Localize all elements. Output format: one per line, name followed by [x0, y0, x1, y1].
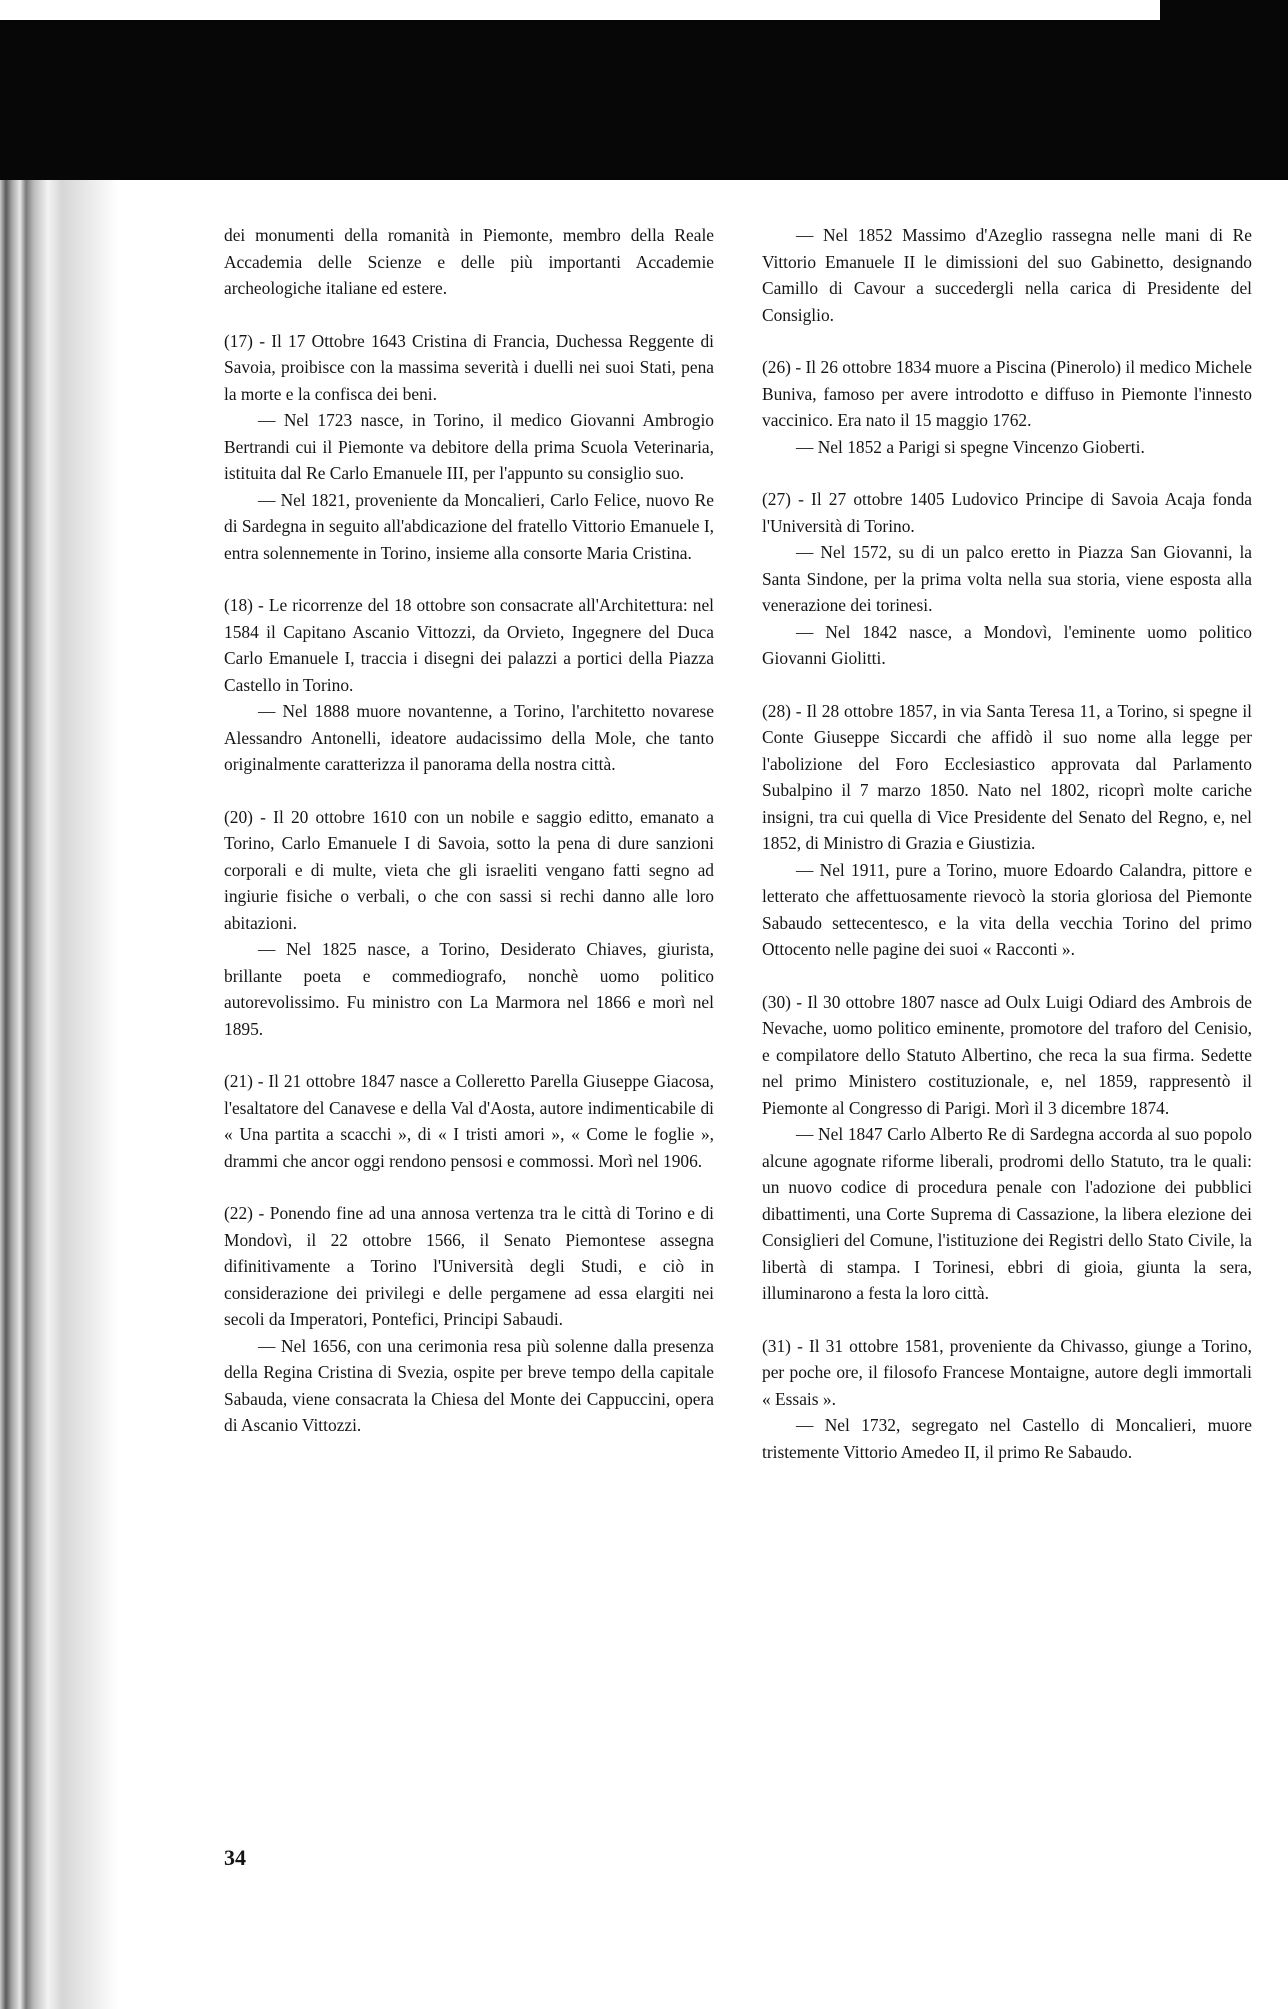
- entry-27: (27) - Il 27 ottobre 1405 Ludovico Principe di Savoia Acaja fonda l'Università di Torino.: [762, 489, 1252, 536]
- left-text-column: [224, 222, 714, 1439]
- entry-20: (20) - Il 20 ottobre 1610 con un nobile e saggio editto, emanato a Torino, Carlo Emanuele I di Savoia, sotto la pena di dure sanzioni corporali e di multe, vieta che gli israeliti vengano fatti segno ad ingiurie fisiche o verbali, o che con sassi si rechi danno alle loro abitazioni.: [224, 806, 714, 933]
- entry-1852-azeglio: — Nel 1852 Massimo d'Azeglio rassegna nelle mani di Re Vittorio Emanuele II le dimissioni del suo Gabinetto, designando Camillo di Cavour a succedergli nella carica di Presidente del Consiglio.: [762, 225, 1252, 325]
- entry-18-1888: — Nel 1888 muore novantenne, a Torino, l'architetto novarese Alessandro Antonelli, ideatore audacissimo della Mole, che tanto originalmente caratterizza il panorama della nostra città.: [224, 701, 714, 774]
- entry-28: (28) - Il 28 ottobre 1857, in via Santa Teresa 11, a Torino, si spegne il Conte Giuseppe Siccardi che affidò il suo nome alla legge per l'abolizione del Foro Ecclesiastico approvata dal Parlamento Subalpino il 7 marzo 1850. Nato nel 1802, ricoprì molte cariche insigni, tra cui quella di Vice Presidente del Senato del Regno, e, nel 1852, di Ministro di Grazia e Giustizia.: [762, 700, 1252, 853]
- book-page-edges: [0, 180, 118, 2009]
- entry-31-1732: — Nel 1732, segregato nel Castello di Moncalieri, muore tristemente Vittorio Amedeo II, il primo Re Sabaudo.: [762, 1415, 1252, 1462]
- scan-corner-notch: [1160, 0, 1288, 20]
- entry-18: (18) - Le ricorrenze del 18 ottobre son consacrate all'Architettura: nel 1584 il Capitano Ascanio Vittozzi, da Orvieto, Ingegnere del Duca Carlo Emanuele I, traccia i disegni dei palazzi a portici della Piazza Castello in Torino.: [224, 595, 714, 695]
- entry-22: (22) - Ponendo fine ad una annosa vertenza tra le città di Torino e di Mondovì, il 22 ottobre 1566, il Senato Piemontese assegna difinitivamente a Torino l'Università degli Studi, e ciò in considerazione dei privilegi e delle pergamene ad essa elargiti nei secoli da Imperatori, Pontefici, Principi Sabaudi.: [224, 1203, 714, 1329]
- entry-27-1572: — Nel 1572, su di un palco eretto in Piazza San Giovanni, la Santa Sindone, per la prima volta nella sua storia, viene esposta alla venerazione dei torinesi.: [762, 542, 1252, 615]
- entry-30: (30) - Il 30 ottobre 1807 nasce ad Oulx Luigi Odiard des Ambrois de Nevache, uomo politico eminente, promotore del traforo del Cenisio, e compilatore dello Statuto Albertino, che reca la sua firma. Sedette nel primo Ministero costituzionale, e, nel 1859, rappresentò il Piemonte al Congresso di Parigi. Morì il 3 dicembre 1874.: [762, 991, 1252, 1118]
- entry-21: (21) - Il 21 ottobre 1847 nasce a Colleretto Parella Giuseppe Giacosa, l'esaltatore del Canavese e della Val d'Aosta, autore indimenticabile di « Una partita a scacchi », di « I tristi amori », « Come le foglie », drammi che ancor oggi rendono pensosi e commossi. Morì nel 1906.: [224, 1071, 714, 1171]
- entry-22-1656: — Nel 1656, con una cerimonia resa più solenne dalla presenza della Regina Cristina di Svezia, ospite per breve tempo della capitale Sabauda, viene consacrata la Chiesa del Monte dei Cappuccini, opera di Ascanio Vittozzi.: [224, 1335, 714, 1435]
- page-number: 34: [224, 1845, 246, 1870]
- entry-17: (17) - Il 17 Ottobre 1643 Cristina di Francia, Duchessa Reggente di Savoia, proibisce con la massima severità i duelli nei suoi Stati, pena la morte e la confisca dei beni.: [224, 330, 714, 404]
- scan-dark-band: [0, 0, 1288, 180]
- entry-17-1723: — Nel 1723 nasce, in Torino, il medico Giovanni Ambrogio Bertrandi cui il Piemonte va debitore della prima Scuola Veterinaria, istituita dal Re Carlo Emanuele III, per l'appunto su consiglio suo.: [224, 410, 714, 483]
- entry-26: (26) - Il 26 ottobre 1834 muore a Piscina (Pinerolo) il medico Michele Buniva, famoso per avere introdotto e diffuso in Piemonte l'innesto vaccinico. Era nato il 15 maggio 1762.: [762, 357, 1252, 430]
- entry-30-1847: — Nel 1847 Carlo Alberto Re di Sardegna accorda al suo popolo alcune agognate riforme liberali, prodromi dello Statuto, tra le quali: un nuovo codice di procedura penale con l'adozione dei pubblici dibattimenti, una Corte Suprema di Cassazione, la libera elezione dei Consiglieri del Comune, l'istituzione dei Registri dello Stato Civile, la libertà di stampa. I Torinesi, ebbri di gioia, giunta la sera, illuminarono a festa la loro città.: [762, 1124, 1252, 1303]
- entry-27-1842: — Nel 1842 nasce, a Mondovì, l'eminente uomo politico Giovanni Giolitti.: [762, 621, 1252, 668]
- right-text-column: [762, 222, 1252, 1465]
- scan-top-margin: [0, 0, 1160, 20]
- entry-31: (31) - Il 31 ottobre 1581, proveniente da Chivasso, giunge a Torino, per poche ore, il filosofo Francese Montaigne, autore degli immortali « Essais ».: [762, 1335, 1252, 1409]
- paragraph-continuation: dei monumenti della romanità in Piemonte, membro della Reale Accademia delle Scienze e delle più importanti Accademie archeologiche italiane ed estere.: [224, 225, 714, 298]
- entry-28-1911: — Nel 1911, pure a Torino, muore Edoardo Calandra, pittore e letterato che affettuosamente rievocò la storia gloriosa del Piemonte Sabaudo settecentesco, e la vita della vecchia Torino del primo Ottocento nelle pagine dei suoi « Racconti ».: [762, 859, 1252, 959]
- entry-17-1821: — Nel 1821, proveniente da Moncalieri, Carlo Felice, nuovo Re di Sardegna in seguito all'abdicazione del fratello Vittorio Emanuele I, entra solennemente in Torino, insieme alla consorte Maria Cristina.: [224, 489, 714, 563]
- entry-20-1825: — Nel 1825 nasce, a Torino, Desiderato Chiaves, giurista, brillante poeta e commediografo, nonchè uomo politico autorevolissimo. Fu ministro con La Marmora nel 1866 e morì nel 1895.: [224, 939, 714, 1039]
- entry-26-1852: — Nel 1852 a Parigi si spegne Vincenzo Gioberti.: [796, 436, 1145, 457]
